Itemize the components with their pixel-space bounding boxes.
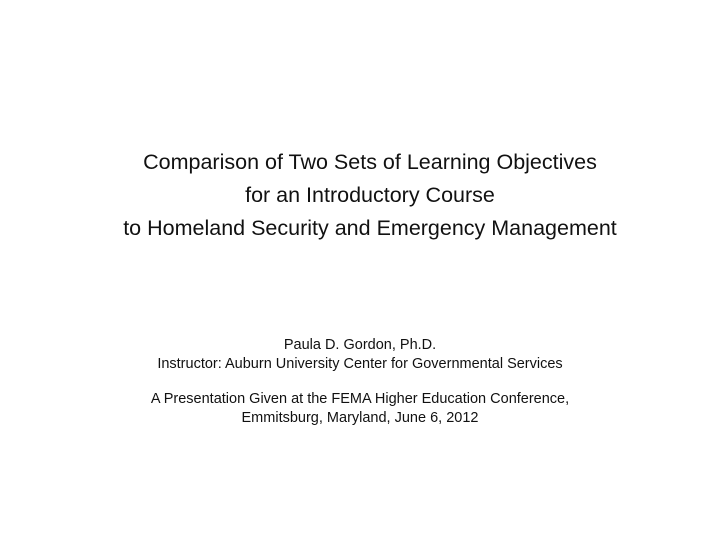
slide-title	[40, 146, 700, 245]
title-line-2: for an Introductory Course	[245, 183, 495, 207]
presentation-venue: A Presentation Given at the FEMA Higher Education Conference,	[150, 391, 570, 407]
author-affiliation: Instructor: Auburn University Center for Governmental Services	[157, 356, 563, 372]
title-line-3: to Homeland Security and Emergency Management	[123, 216, 617, 240]
spacer	[40, 374, 680, 390]
author-name: Paula D. Gordon, Ph.D.	[283, 337, 437, 353]
presentation-location-date: Emmitsburg, Maryland, June 6, 2012	[241, 410, 479, 426]
slide-subtitle	[40, 336, 680, 428]
title-line-1: Comparison of Two Sets of Learning Objectives	[143, 150, 597, 174]
